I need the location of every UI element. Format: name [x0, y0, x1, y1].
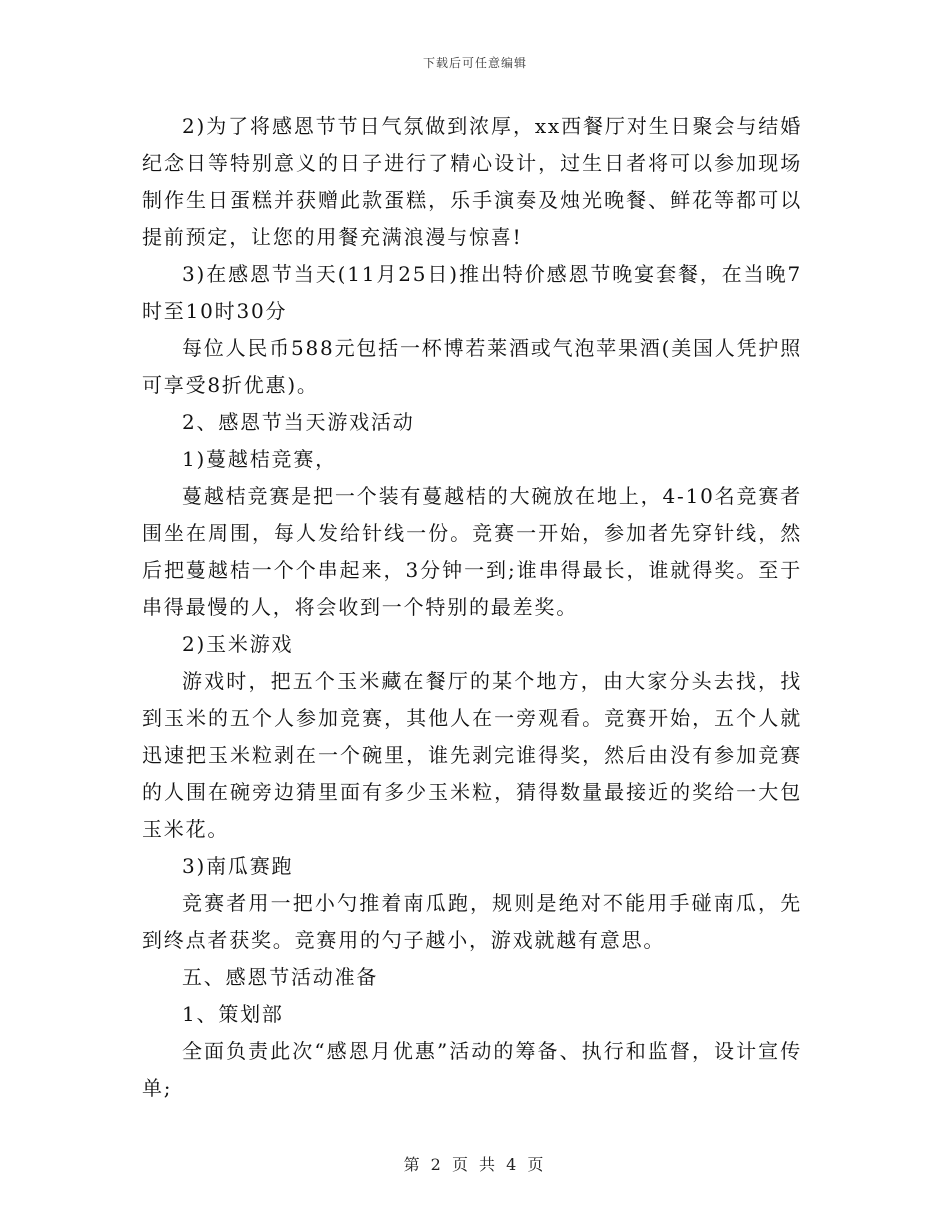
document-body — [142, 108, 802, 1107]
paragraph: 每位人民币588元包括一杯博若莱酒或气泡苹果酒(美国人凭护照可享受8折优惠)。 — [142, 336, 802, 397]
subheading: 3)南瓜赛跑 — [182, 854, 294, 878]
subheading: 1)蔓越桔竞赛， — [182, 447, 337, 471]
page-header: 下载后可任意编辑 — [422, 56, 527, 70]
section-heading: 五、感恩节活动准备 — [182, 965, 379, 989]
paragraph: 2)为了将感恩节节日气氛做到浓厚，xx西餐厅对生日聚会与结婚纪念日等特别意义的日子进行了精心设计，过生日者将可以参加现场制作生日蛋糕并获赠此款蛋糕，乐手演奏及烛光晚餐、鲜花等都可以提前预定，让您的用餐充满浪漫与惊喜! — [142, 114, 802, 249]
section-heading: 2、感恩节当天游戏活动 — [182, 410, 415, 434]
paragraph: 蔓越桔竞赛是把一个装有蔓越桔的大碗放在地上，4-10名竞赛者围坐在周围，每人发给针线一份。竞赛一开始，参加者先穿针线，然后把蔓越桔一个个串起来，3分钟一到;谁串得最长，谁就得奖。至于串得最慢的人，将会收到一个特别的最差奖。 — [142, 484, 802, 619]
paragraph: 游戏时，把五个玉米藏在餐厅的某个地方，由大家分头去找，找到玉米的五个人参加竞赛，其他人在一旁观看。竞赛开始，五个人就迅速把玉米粒剥在一个碗里，谁先剥完谁得奖，然后由没有参加竞赛的人围在碗旁边猜里面有多少玉米粒，猜得数量最接近的奖给一大包玉米花。 — [142, 669, 802, 841]
subheading: 2)玉米游戏 — [182, 632, 294, 656]
paragraph: 3)在感恩节当天(11月25日)推出特价感恩节晚宴套餐，在当晚7时至10时30分 — [142, 262, 802, 323]
paragraph: 竞赛者用一把小勺推着南瓜跑，规则是绝对不能用手碰南瓜，先到终点者获奖。竞赛用的勺子越小，游戏就越有意思。 — [142, 891, 802, 952]
subheading: 1、策划部 — [182, 1002, 284, 1026]
page-number: 第 2 页 共 4 页 — [403, 1155, 547, 1174]
paragraph: 全面负责此次“感恩月优惠”活动的筹备、执行和监督，设计宣传单; — [142, 1039, 802, 1100]
